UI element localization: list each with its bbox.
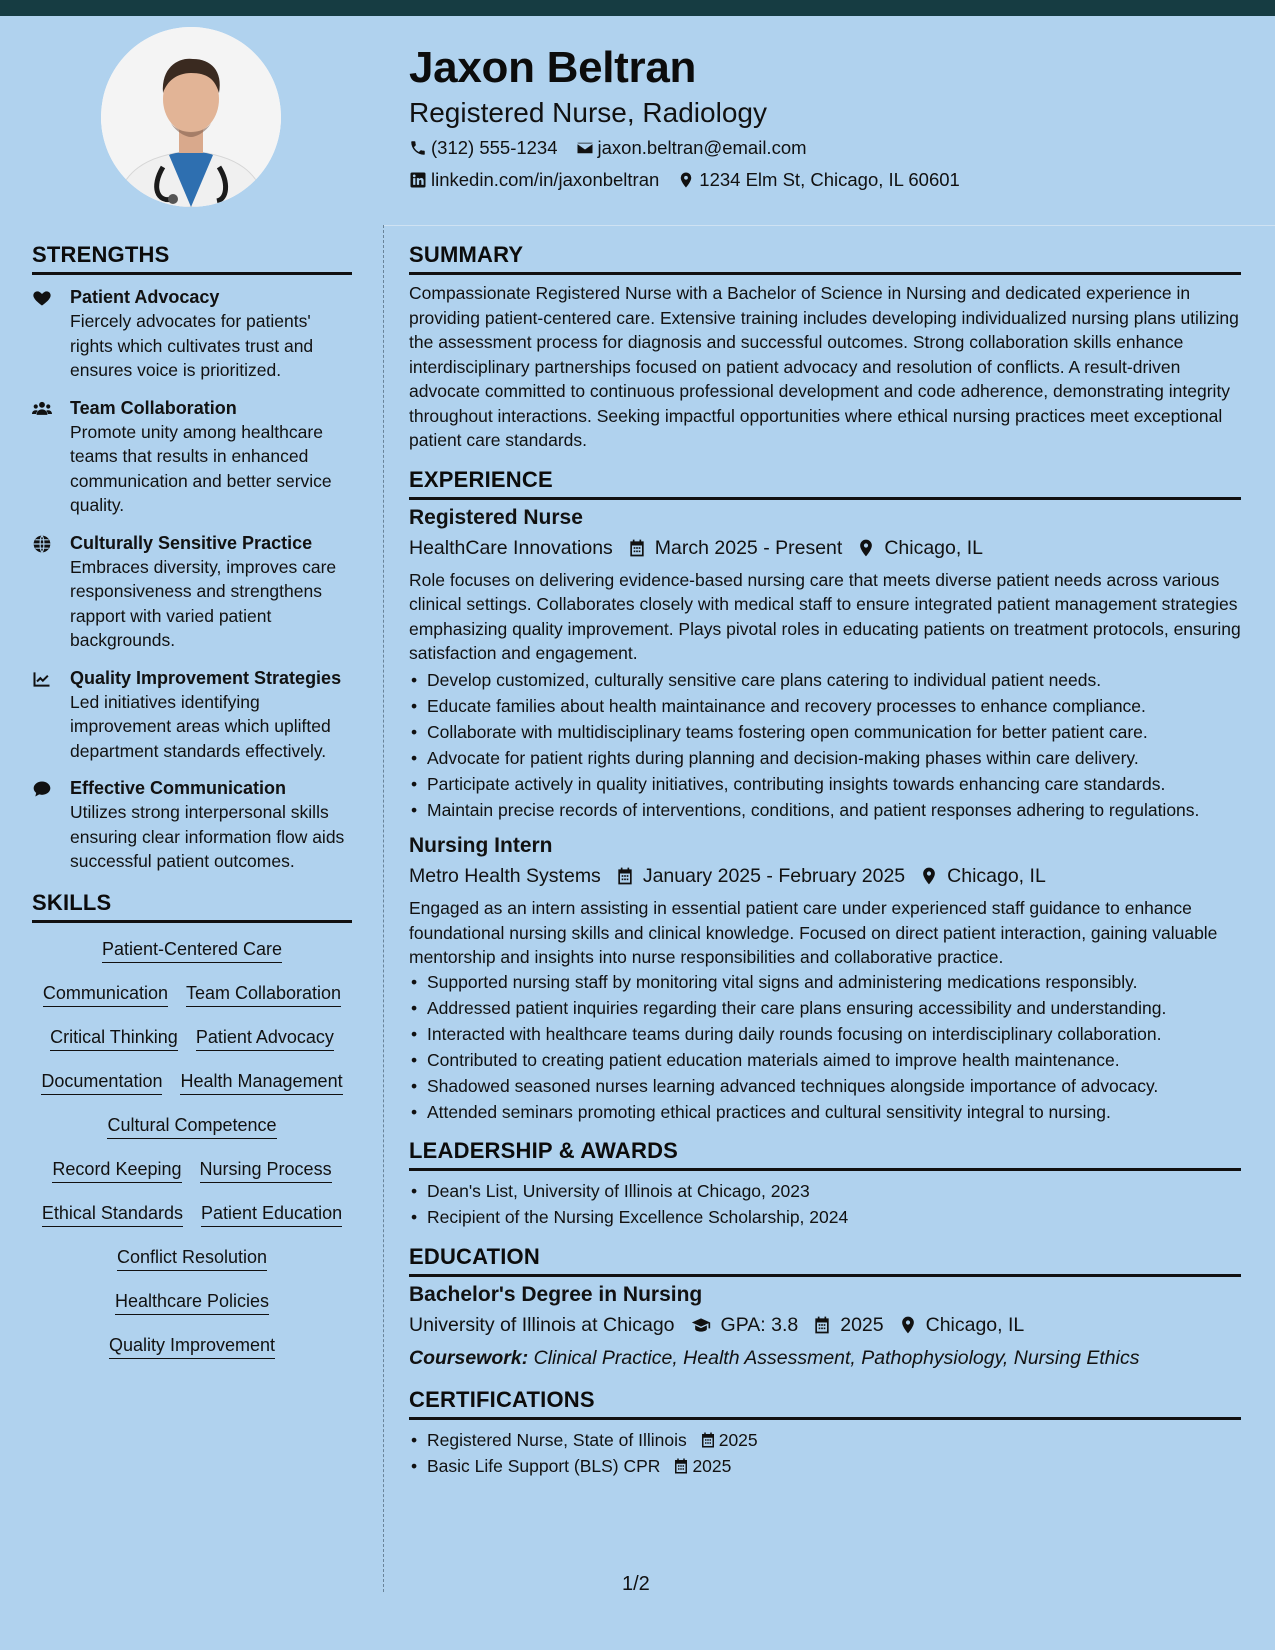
location-pin-icon — [677, 171, 695, 189]
list-item: • Educate families about health maintainance and recovery processes to enhance compliance. — [409, 694, 1241, 719]
list-item: • Shadowed seasoned nurses learning advanced techniques alongside importance of advocacy. — [409, 1074, 1241, 1099]
summary-section — [409, 240, 1241, 453]
skill-tag: Quality Improvement — [109, 1333, 275, 1359]
linkedin-text: linkedin.com/in/jaxonbeltran — [431, 169, 660, 190]
header-separator — [383, 225, 1275, 226]
cert-name: • Registered Nurse, State of Illinois — [427, 1429, 687, 1450]
skill-tag: Patient Education — [201, 1201, 342, 1227]
coursework — [409, 1343, 1241, 1373]
location-pin-icon — [898, 1315, 918, 1335]
awards-section — [409, 1136, 1241, 1230]
skill-tag: Healthcare Policies — [115, 1289, 269, 1315]
phone-icon — [409, 139, 427, 157]
skill-tag: Health Management — [180, 1069, 342, 1095]
resume-header — [409, 40, 1249, 196]
certifications-heading: CERTIFICATIONS — [409, 1385, 1241, 1420]
skills-list — [32, 937, 352, 1377]
calendar-icon — [627, 538, 647, 558]
calendar-icon — [812, 1315, 832, 1335]
job-dates: March 2025 - Present — [654, 536, 843, 559]
candidate-title: Registered Nurse, Radiology — [409, 97, 767, 128]
job-description: Engaged as an intern assisting in essential patient care under experienced staff guidance to enhance foundational nursing skills and clinical knowledge. Focused on direct patient interaction, gaining valuable mentorship and insights into nurse responsibilities and collaborative practice. — [409, 898, 1218, 967]
address-contact — [677, 164, 960, 196]
strength-item — [32, 285, 352, 383]
list-item: • Collaborate with multidisciplinary teams fostering open communication for better patient care. — [409, 720, 1241, 745]
phone-contact[interactable] — [409, 132, 558, 164]
strength-desc: Utilizes strong interpersonal skills ensuring clear information flow aids successful patient outcomes. — [70, 802, 345, 871]
job-entry — [409, 832, 1241, 1124]
phone-text: (312) 555-1234 — [431, 137, 558, 158]
strength-title: Patient Advocacy — [70, 287, 220, 307]
list-item: • Dean's List, University of Illinois at Chicago, 2023 — [409, 1179, 1241, 1204]
chart-line-icon — [32, 669, 52, 689]
left-column — [32, 240, 352, 1377]
awards-heading: LEADERSHIP & AWARDS — [409, 1136, 1241, 1171]
list-item: • Develop customized, culturally sensitive care plans catering to individual patient needs. — [409, 668, 1241, 693]
calendar-icon — [672, 1457, 690, 1475]
job-dates: January 2025 - February 2025 — [642, 865, 906, 887]
skill-tag: Cultural Competence — [107, 1113, 276, 1139]
certifications-section — [409, 1385, 1241, 1479]
address-text: 1234 Elm St, Chicago, IL 60601 — [699, 169, 960, 190]
skills-section — [32, 888, 352, 1377]
awards-list — [409, 1179, 1241, 1230]
certifications-list — [409, 1428, 1241, 1479]
users-icon — [32, 399, 52, 419]
contact-row-2 — [409, 164, 1249, 196]
degree-title: Bachelor's Degree in Nursing — [409, 1282, 703, 1306]
list-item: • Maintain precise records of interventions, conditions, and patient responses adhering to regulations. — [409, 798, 1241, 823]
strength-item — [32, 396, 352, 518]
list-item: • Interacted with healthcare teams during daily rounds focusing on interdisciplinary collaboration. — [409, 1022, 1241, 1047]
email-text: jaxon.beltran@email.com — [597, 137, 807, 158]
summary-heading: SUMMARY — [409, 240, 1241, 275]
job-meta — [409, 860, 1241, 892]
job-location-wrap — [856, 532, 983, 564]
education-heading: EDUCATION — [409, 1242, 1241, 1277]
list-item: • Addressed patient inquiries regarding their care plans ensuring accessibility and understanding. — [409, 996, 1241, 1021]
skill-tag: Patient Advocacy — [196, 1025, 334, 1051]
strength-title: Culturally Sensitive Practice — [70, 532, 313, 553]
job-bullets — [409, 970, 1241, 1125]
skill-tag: Ethical Standards — [42, 1201, 183, 1227]
location-pin-icon — [856, 538, 876, 558]
edu-location-wrap — [898, 1309, 1025, 1341]
strength-desc: Promote unity among healthcare teams that results in enhanced communication and better service quality. — [70, 421, 332, 515]
job-company: HealthCare Innovations — [409, 536, 613, 559]
job-dates-wrap — [615, 860, 905, 892]
cert-year: 2025 — [692, 1455, 732, 1476]
top-bar — [0, 0, 1275, 16]
calendar-icon — [699, 1431, 717, 1449]
list-item: • Advocate for patient rights during planning and decision-making phases within care delivery. — [409, 746, 1241, 771]
job-dates-wrap — [627, 532, 843, 564]
skill-tag: Conflict Resolution — [117, 1245, 267, 1271]
skills-heading: SKILLS — [32, 888, 352, 923]
linkedin-contact[interactable] — [409, 164, 659, 196]
skill-tag: Critical Thinking — [50, 1025, 178, 1051]
envelope-icon — [576, 139, 594, 157]
coursework-label: Coursework: — [409, 1346, 529, 1369]
coursework-text: Clinical Practice, Health Assessment, Pathophysiology, Nursing Ethics — [533, 1346, 1140, 1369]
heart-icon — [32, 288, 52, 308]
strength-title: Quality Improvement Strategies — [70, 667, 342, 688]
skill-tag: Record Keeping — [52, 1157, 181, 1183]
skill-tag: Patient-Centered Care — [102, 937, 282, 963]
list-item: • Supported nursing staff by monitoring vital signs and administering medications responsibly. — [409, 970, 1241, 995]
job-title: Registered Nurse — [409, 505, 583, 529]
list-item: • Attended seminars promoting ethical practices and cultural sensitivity integral to nursing. — [409, 1100, 1241, 1125]
job-bullets — [409, 668, 1241, 823]
right-column — [409, 240, 1241, 1490]
calendar-icon — [615, 866, 635, 886]
globe-icon — [32, 534, 52, 554]
summary-text: Compassionate Registered Nurse with a Bachelor of Science in Nursing and dedicated experience in providing patient-centered care. Extensive training includes developing individualized nursing plans utilizing the assessment process for diagnosis and successful outcomes. Strong collaboration skills enhance interdisciplinary partnerships focused on patient advocacy and resolution of conflicts. A result-driven advocate committed to continuous professional development and code adherence, demonstrating integrity throughout interactions. Seeking impactful opportunities where ethical nursing practices meet exceptional patient care standards. — [409, 283, 1239, 450]
experience-heading: EXPERIENCE — [409, 465, 1241, 500]
list-item: • Recipient of the Nursing Excellence Scholarship, 2024 — [409, 1205, 1241, 1230]
strength-item — [32, 531, 352, 653]
cert-name: • Basic Life Support (BLS) CPR — [427, 1455, 661, 1476]
job-company: Metro Health Systems — [409, 865, 601, 887]
education-meta — [409, 1309, 1241, 1341]
list-item — [409, 1454, 1241, 1479]
profile-photo — [101, 27, 281, 207]
column-divider — [383, 225, 384, 1592]
job-description: Role focuses on delivering evidence-based nursing care that meets diverse patient needs across various clinical settings. Collaborates closely with medical staff to ensure integrated patient management strategies emphasizing quality improvement. Plays pivotal roles in educating patients on treatment protocols, ensuring satisfaction and engagement. — [409, 569, 1241, 663]
cert-year: 2025 — [718, 1429, 758, 1450]
skill-tag: Documentation — [41, 1069, 162, 1095]
school-name: University of Illinois at Chicago — [409, 1313, 675, 1336]
edu-location: Chicago, IL — [925, 1313, 1025, 1336]
job-location: Chicago, IL — [884, 536, 983, 559]
skill-tag: Nursing Process — [200, 1157, 332, 1183]
gpa-wrap — [689, 1309, 799, 1341]
list-item — [409, 1428, 1241, 1453]
edu-year: 2025 — [840, 1313, 884, 1336]
strength-title: Effective Communication — [70, 778, 287, 798]
strength-item — [32, 666, 352, 764]
email-contact[interactable] — [576, 132, 807, 164]
job-location: Chicago, IL — [947, 865, 1046, 887]
list-item: • Participate actively in quality initiatives, contributing insights towards enhancing care standards. — [409, 772, 1241, 797]
linkedin-icon — [409, 171, 427, 189]
page-number: 1/2 — [622, 1573, 650, 1595]
list-item: • Contributed to creating patient education materials aimed to improve health maintenance. — [409, 1048, 1241, 1073]
candidate-name: Jaxon Beltran — [409, 43, 697, 92]
strength-desc: Embraces diversity, improves care responsiveness and strengthens rapport with varied patient backgrounds. — [70, 556, 337, 650]
skill-tag: Communication — [43, 981, 168, 1007]
job-location-wrap — [919, 860, 1046, 892]
strength-item — [32, 776, 352, 874]
comment-icon — [32, 779, 52, 799]
contact-row-1 — [409, 132, 1249, 164]
strengths-heading: STRENGTHS — [32, 240, 352, 275]
edu-year-wrap — [812, 1309, 883, 1341]
job-entry — [409, 504, 1241, 823]
strength-desc: Led initiatives identifying improvement areas which uplifted department standards effectively. — [70, 691, 331, 761]
strength-desc: Fiercely advocates for patients' rights which cultivates trust and ensures voice is prioritized. — [70, 311, 314, 380]
job-title: Nursing Intern — [409, 834, 553, 857]
location-pin-icon — [919, 866, 939, 886]
graduation-cap-icon — [689, 1315, 713, 1335]
education-section — [409, 1242, 1241, 1373]
skill-tag: Team Collaboration — [186, 981, 341, 1007]
gpa-text: GPA: 3.8 — [720, 1313, 799, 1336]
experience-section — [409, 465, 1241, 1125]
strength-title: Team Collaboration — [70, 397, 237, 418]
job-meta — [409, 532, 1241, 564]
